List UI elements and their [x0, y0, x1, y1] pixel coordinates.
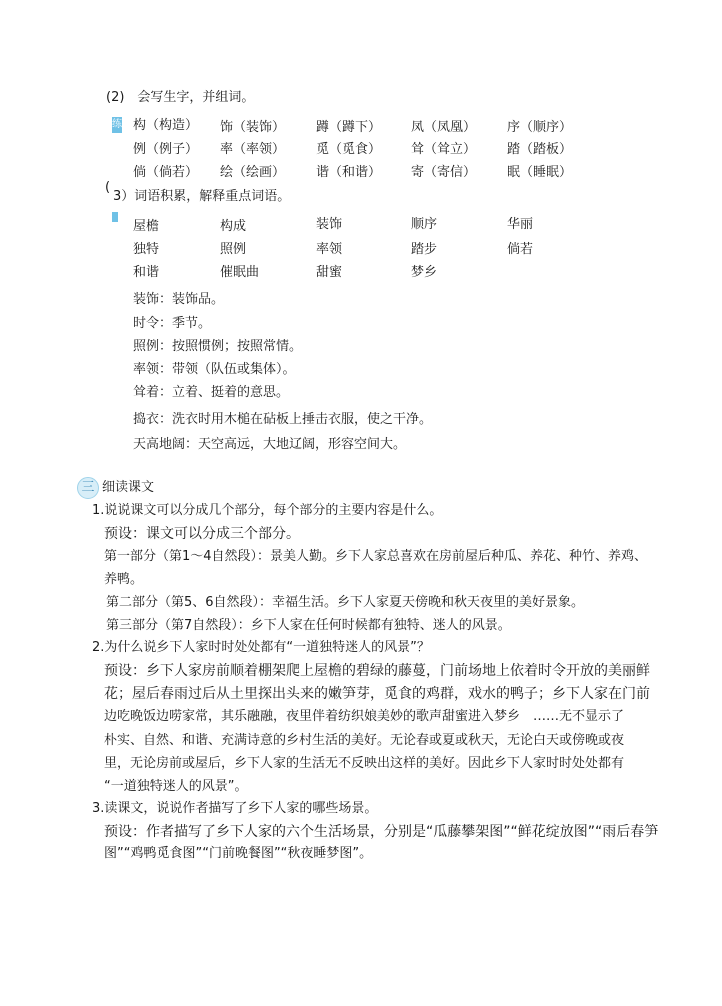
side-marker-label: 练	[112, 119, 122, 130]
definition-line: 耸着：立着、挺着的意思。	[133, 385, 290, 400]
vocab-word: 甜蜜	[316, 265, 343, 280]
side-marker-small-icon	[112, 212, 118, 222]
part2-heading: (2) 会写生字，并组词。	[106, 90, 255, 105]
vocab-word: 率领	[316, 242, 343, 257]
definition-line: 捣衣：洗衣时用木槌在砧板上捶击衣服，使之干净。	[133, 412, 433, 427]
definition-line: 照例：按照惯例；按照常情。	[133, 339, 303, 354]
answer-line: 花；屋后春雨过后从土里探出头来的嫩笋芽，觅食的鸡群，戏水的鸭子；乡下人家在门前	[104, 686, 650, 702]
question-3: 3.读课文，说说作者描写了乡下人家的哪些场景。	[92, 801, 378, 816]
answer-line: 第三部分（第7自然段）：乡下人家在任何时候都有独特、迷人的风景。	[106, 618, 511, 633]
answer-line: 第一部分（第1～4自然段）：景美人勤。乡下人家总喜欢在房前屋后种瓜、养花、种竹、养鸡、	[104, 549, 648, 564]
question-1: 1.说说课文可以分成几个部分，每个部分的主要内容是什么。	[92, 503, 443, 518]
vocab-word: 和谐	[133, 265, 160, 280]
char-word: 觅（觅食）	[316, 142, 382, 157]
definition-line: 时令：季节。	[133, 316, 212, 331]
char-word: 绘（绘画）	[220, 165, 286, 180]
question-2: 2.为什么说乡下人家时时处处都有“一道独特迷人的风景”？	[92, 640, 430, 655]
answer-line: 里，无论房前或屋后，乡下人家的生活无不反映出这样的美好。因此乡下人家时时处处都有	[104, 756, 625, 771]
definition-line: 装饰：装饰品。	[133, 292, 225, 307]
char-word: 序（顺序）	[507, 120, 573, 135]
vocab-word: 踏步	[411, 242, 438, 257]
char-word: 踏（踏板）	[507, 142, 573, 157]
vocab-word: 照例	[220, 242, 247, 257]
char-word: 例（例子）	[133, 142, 199, 157]
char-word: 构（构造）	[133, 118, 199, 133]
char-word: 寄（寄信）	[411, 165, 477, 180]
vocab-word: 催眠曲	[220, 265, 260, 280]
char-word: 饰（装饰）	[220, 120, 286, 135]
part3-heading-open: (	[105, 180, 111, 195]
vocab-word: 梦乡	[411, 265, 438, 280]
vocab-word: 独特	[133, 242, 160, 257]
section-number-badge: 三	[77, 477, 99, 499]
answer-line: 边吃晚饭边唠家常，其乐融融，夜里伴着纺织娘美妙的歌声甜蜜进入梦乡 ……无不显示了	[104, 709, 625, 724]
char-word: 凤（凤凰）	[411, 120, 477, 135]
vocab-word: 装饰	[316, 217, 343, 232]
definition-line: 天高地阔：天空高远，大地辽阔，形容空间大。	[133, 437, 407, 452]
vocab-word: 顺序	[411, 217, 438, 232]
definition-line: 率领：带领（队伍或集体）。	[133, 362, 296, 377]
char-word: 眠（睡眠）	[507, 165, 573, 180]
char-word: 蹲（蹲下）	[316, 120, 382, 135]
answer-line: 预设：作者描写了乡下人家的六个生活场景，分别是“瓜藤攀架图”“鲜花绽放图”“雨后春笋	[104, 824, 659, 840]
vocab-word: 倘若	[507, 242, 534, 257]
char-word: 率（率领）	[220, 142, 286, 157]
vocab-word: 华丽	[507, 217, 534, 232]
vocab-word: 构成	[220, 219, 247, 234]
char-word: 倘（倘若）	[133, 165, 199, 180]
vocab-word: 屋檐	[133, 219, 160, 234]
char-word: 谐（和谐）	[316, 165, 382, 180]
section-title: 细读课文	[102, 480, 155, 495]
answer-line: 预设：乡下人家房前顺着棚架爬上屋檐的碧绿的藤蔓，门前场地上依着时令开放的美丽鲜	[104, 663, 650, 679]
answer-preset: 预设：课文可以分成三个部分。	[104, 526, 300, 542]
char-word: 耸（耸立）	[411, 142, 477, 157]
answer-line: 朴实、自然、和谐、充满诗意的乡村生活的美好。无论春或夏或秋天，无论白天或傍晚或夜	[104, 733, 625, 748]
part3-heading: 3）词语积累，解释重点词语。	[113, 189, 291, 204]
answer-line: 第二部分（第5、6自然段）：幸福生活。乡下人家夏天傍晚和秋天夜里的美好景象。	[106, 595, 585, 610]
answer-line: “一道独特迷人的风景”。	[104, 779, 248, 794]
answer-line: 养鸭。	[104, 572, 144, 587]
answer-line: 图”“鸡鸭觅食图”“门前晚餐图”“秋夜睡梦图”。	[104, 846, 373, 861]
